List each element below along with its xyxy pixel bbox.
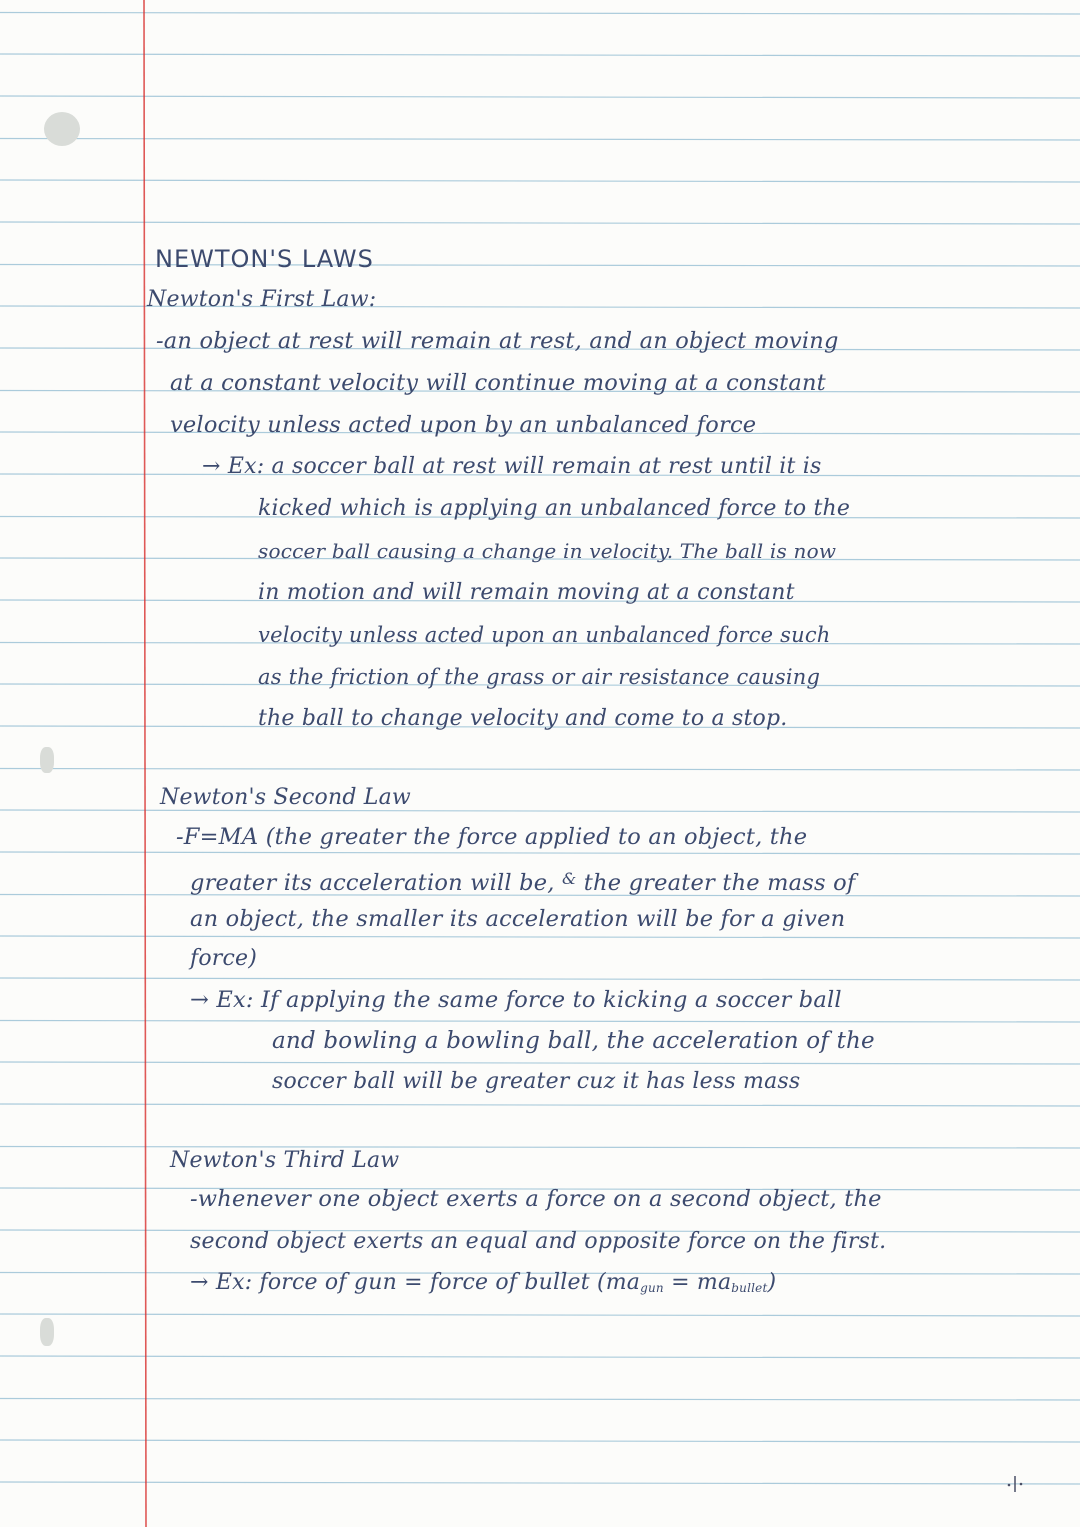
second-law-definition-text: greater its acceleration will be, [190, 870, 555, 896]
rule-line [0, 1440, 1080, 1442]
rule-line [0, 852, 1080, 854]
rule-line [0, 936, 1080, 938]
second-law-definition-line [190, 864, 855, 898]
rule-line [0, 1399, 1080, 1401]
second-law-definition-line: force) [190, 946, 258, 971]
rule-line [0, 1147, 1080, 1149]
punch-hole-bottom [40, 1318, 54, 1346]
second-law-heading: Newton's Second Law [160, 785, 411, 810]
first-law-example-line: velocity unless acted upon an unbalanced force such [258, 623, 831, 647]
rule-line [0, 1482, 1080, 1484]
third-law-definition-line: second object exerts an equal and opposite force on the first. [190, 1229, 887, 1254]
second-law-definition-line: -F=MA (the greater the force applied to an object, the [176, 824, 808, 850]
first-law-definition-line: at a constant velocity will continue moving at a constant [170, 370, 826, 396]
subscript-bullet: bullet [731, 1281, 768, 1295]
second-law-example-line: soccer ball will be greater cuz it has less mass [272, 1069, 801, 1094]
ampersand-symbol: & [561, 869, 577, 888]
first-law-heading: Newton's First Law: [147, 287, 377, 312]
rule-line [0, 139, 1080, 141]
rule-line [0, 1062, 1080, 1064]
third-law-example-text: → Ex: force of gun = force of bullet (ma [190, 1270, 641, 1295]
rule-line [0, 96, 1080, 98]
rule-line [0, 1104, 1080, 1106]
second-law-example-line: and bowling a bowling ball, the acceleration of the [272, 1028, 875, 1054]
first-law-example-line: → Ex: a soccer ball at rest will remain at rest until it is [202, 454, 822, 479]
punch-hole-top [44, 112, 80, 146]
rule-line [0, 1356, 1080, 1358]
subscript-gun: gun [640, 1281, 664, 1295]
third-law-example-text: ) [767, 1270, 777, 1295]
rule-line [0, 13, 1080, 15]
rule-line [0, 222, 1080, 224]
second-law-definition-text: the greater the mass of [583, 870, 856, 896]
second-law-example-line: → Ex: If applying the same force to kicking a soccer ball [190, 987, 842, 1013]
first-law-example-line: kicked which is applying an unbalanced force to the [258, 496, 851, 521]
third-law-definition-line: -whenever one object exerts a force on a second object, the [190, 1186, 882, 1212]
second-law-definition-line: an object, the smaller its acceleration will be for a given [190, 906, 846, 932]
first-law-example-line: soccer ball causing a change in velocity. The ball is now [258, 539, 837, 563]
rule-line [0, 978, 1080, 980]
rule-line [0, 180, 1080, 182]
first-law-example-line: the ball to change velocity and come to a stop. [258, 706, 788, 731]
rule-line [0, 1314, 1080, 1316]
punch-hole-middle [40, 747, 54, 773]
margin-line [144, 0, 146, 1527]
page-title: NEWTON'S LAWS [155, 245, 374, 273]
first-law-definition-line: velocity unless acted upon by an unbalanced force [170, 412, 757, 438]
first-law-example-line: in motion and will remain moving at a constant [258, 580, 795, 605]
rule-line [0, 1021, 1080, 1023]
third-law-example-text: = ma [663, 1270, 732, 1295]
third-law-heading: Newton's Third Law [170, 1148, 400, 1173]
first-law-definition-line: -an object at rest will remain at rest, and an object moving [156, 328, 839, 354]
stray-ink-mark [1000, 1470, 1030, 1500]
third-law-example-line [190, 1268, 776, 1303]
rule-line [0, 54, 1080, 56]
first-law-example-line: as the friction of the grass or air resistance causing [258, 665, 821, 689]
rule-line [0, 769, 1080, 771]
